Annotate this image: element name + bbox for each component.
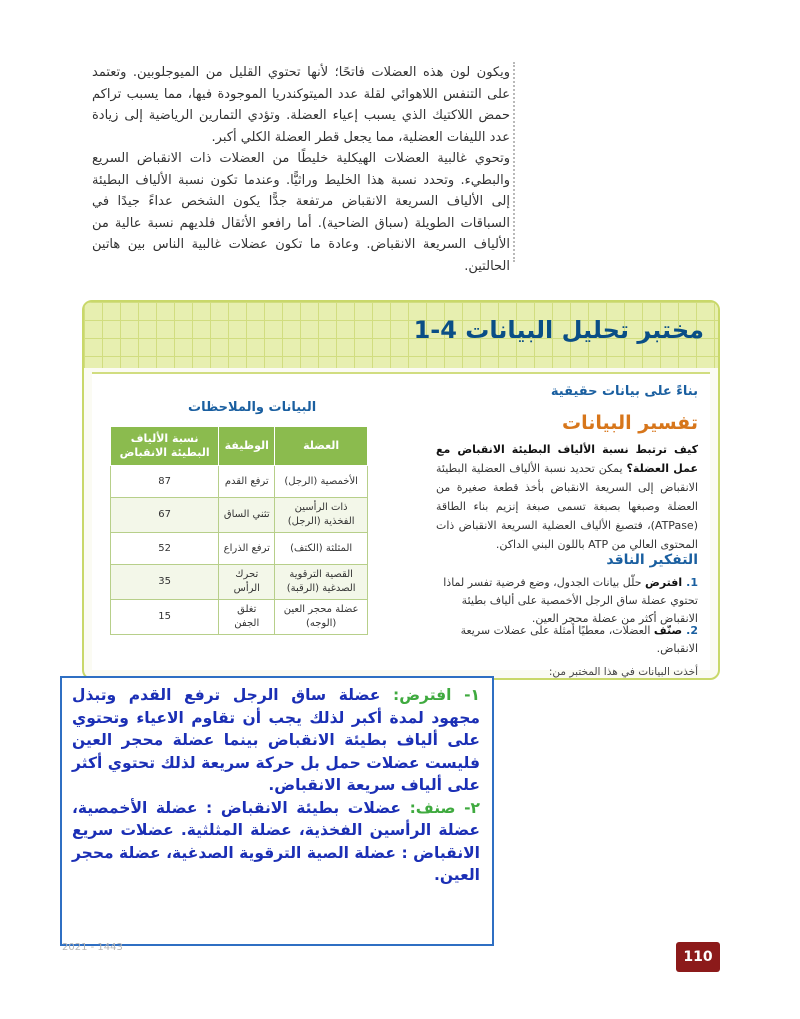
question-1-number: 1. bbox=[686, 576, 698, 589]
section-title: تفسير البيانات bbox=[562, 412, 698, 434]
question-2-verb: صنّف bbox=[653, 624, 683, 637]
answer-box bbox=[60, 676, 494, 946]
table-header-row bbox=[111, 427, 368, 466]
cell-muscle: عضلة محجر العين (الوجه) bbox=[275, 600, 368, 635]
data-table bbox=[110, 426, 368, 635]
footer-year: 2021 - 1443 bbox=[62, 942, 123, 953]
question-2 bbox=[428, 622, 698, 658]
guiding-question: كيف ترتبط نسبة الألياف البطيئة الانقباض مع عمل العضلة؟ bbox=[436, 443, 699, 475]
header-muscle: العضلة bbox=[275, 427, 368, 466]
answer-1-label: ١- افترض: bbox=[393, 686, 481, 704]
cell-muscle: المثلثة (الكتف) bbox=[275, 533, 368, 565]
cell-muscle: الأخمصية (الرجل) bbox=[275, 466, 368, 498]
table-title: البيانات والملاحظات bbox=[188, 400, 317, 415]
cell-muscle: ذات الرأسين الفخذية (الرجل) bbox=[275, 498, 368, 533]
cell-percent: 15 bbox=[111, 600, 219, 635]
margin-dotted-rule bbox=[513, 62, 515, 262]
cell-percent: 67 bbox=[111, 498, 219, 533]
lab-title: مختبر تحليل البيانات 4-1 bbox=[413, 316, 704, 344]
question-1-text: حلّل بيانات الجدول، وضع فرضية تفسر لماذا تحتوي عضلة ساق الرجل الأخمصية على ألياف بطيئة الانقباض أكثر من عضلة محجر العين. bbox=[443, 576, 698, 625]
page-number: 110 bbox=[676, 942, 720, 972]
paragraph-1: ويكون لون هذه العضلات فاتحًا؛ لأنها تحتوي القليل من الميوجلوبين. وتعتمد على التنفس اللاهوائي لقلة عدد الميتوكندريا الموجودة فيها، مما يسبب تراكم حمض اللاكتيك الذي يسبب إعياء العضلة. وتؤدي التمارين الرياضية إلى زيادة عدد الليفات العضلية، مما يجعل قطر العضلة الكلي أكبر. bbox=[92, 65, 510, 145]
cell-function: تثني الساق bbox=[219, 498, 275, 533]
answer-1-text: عضلة ساق الرجل ترفع القدم وتبذل مجهود لمدة أكبر لذلك يجب أن تقاوم الاعياء وتحتوي على ألياف بطيئة الانقباض بينما عضلة محجر العين فليست عضلات حمل بل حركة سريعة لذلك تحتوي أكثر على ألياف سريعة الانقباض. bbox=[72, 686, 480, 794]
answer-2-label: ٢- صنف: bbox=[409, 798, 481, 817]
answer-2-text: عضلات بطيئة الانقباض : عضلة الأخمصية، عضلة الرأسين الفخذية، عضلة المثلثية. عضلات سريع الانقباض : عضلة الصية الترقوية الصدغية، عضلة محجر العين. bbox=[72, 798, 480, 884]
cell-muscle: القصية الترقوية الصدغية (الرقبة) bbox=[275, 565, 368, 600]
data-source: أخذت البيانات في هذا المختبر من: bbox=[548, 666, 698, 678]
interpretation-body: يمكن تحديد نسبة الألياف العضلية البطيئة الانقباض إلى السريعة الانقباض بأخذ قطعة صغيرة من العضلة وصبغها بصبغة تسمى صبغة إنزيم بناء الطاقة (ATPase)، فتصبغ الألياف العضلية السريعة الانقباض ذات المحتوى العالي من ATP باللون البني الداكن. bbox=[436, 462, 698, 551]
question-1-verb: افترض bbox=[645, 576, 683, 589]
question-2-number: 2. bbox=[686, 624, 698, 637]
table-row bbox=[111, 565, 368, 600]
cell-function: تحرك الرأس bbox=[219, 565, 275, 600]
table-row bbox=[111, 498, 368, 533]
header-slow-fiber-percent: نسبة الألياف البطيئة الانقباض bbox=[111, 427, 219, 466]
table-row bbox=[111, 466, 368, 498]
cell-percent: 35 bbox=[111, 565, 219, 600]
header-function: الوظيفة bbox=[219, 427, 275, 466]
data-lab-box bbox=[82, 300, 720, 680]
cell-function: ترفع القدم bbox=[219, 466, 275, 498]
table-row bbox=[111, 600, 368, 635]
cell-percent: 52 bbox=[111, 533, 219, 565]
table-row bbox=[111, 533, 368, 565]
paragraph-2: وتحوي غالبية العضلات الهيكلية خليطًا من العضلات ذات الانقباض السريع والبطيء. وتحدد نسبة هذا الخليط وراثيًّا. وعندما تكون نسبة الألياف البطيئة إلى الألياف السريعة الانقباض مرتفعة جدًّا يكون الشخص عداءً جيدًا في السباقات الطويلة (سباق الضاحية). أما رافعو الأثقال فلديهم نسبة عالية من الألياف السريعة الانقباض. وعادة ما تكون عضلات غالبية الناس بين هاتين الحالتين. bbox=[92, 151, 510, 274]
question-2-text: العضلات، معطيًا أمثلة على عضلات سريعة الانقباض. bbox=[460, 624, 698, 655]
critical-thinking-title: التفكير الناقد bbox=[606, 552, 698, 568]
lab-subtitle: بناءً على بيانات حقيقية bbox=[550, 384, 698, 399]
cell-function: ترفع الذراع bbox=[219, 533, 275, 565]
interpretation-text bbox=[436, 440, 698, 554]
cell-percent: 87 bbox=[111, 466, 219, 498]
lab-content bbox=[92, 372, 710, 678]
question-1 bbox=[428, 574, 698, 628]
cell-function: تغلق الجفن bbox=[219, 600, 275, 635]
body-text bbox=[92, 62, 510, 277]
